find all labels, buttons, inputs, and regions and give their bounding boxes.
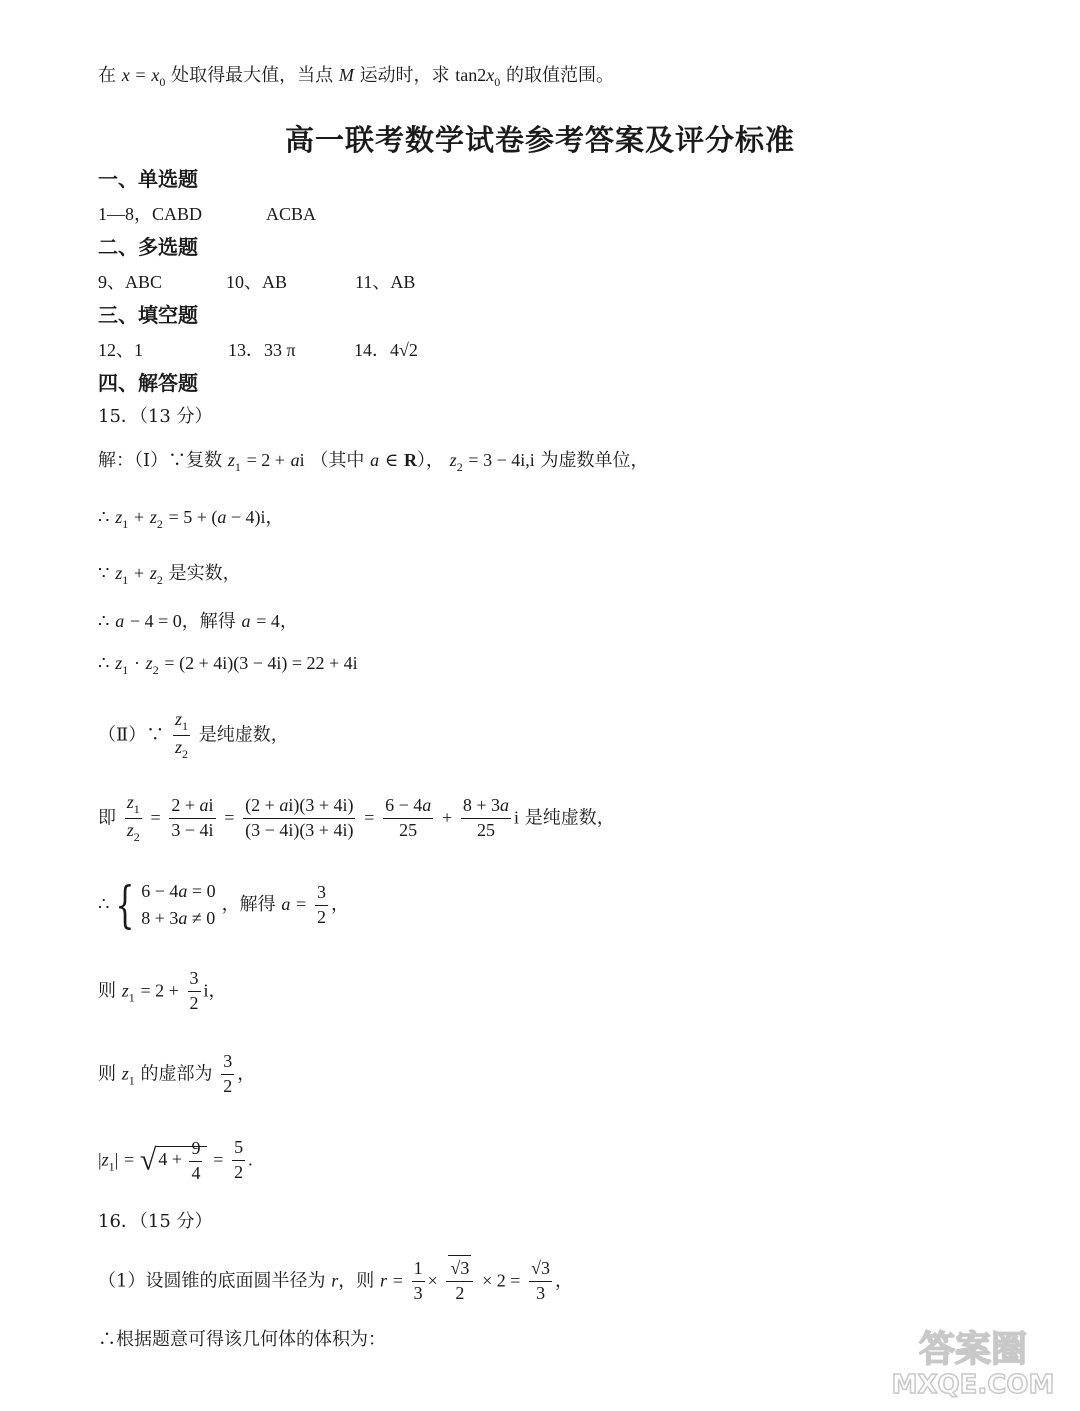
q16-line-1: （1）设圆锥的底面圆半径为 r，则 r = $\frac{1}{3}$ × $\frac{√3}{2}$ × 2 = $\frac{√3}{3}$ ，: [98, 1259, 573, 1304]
watermark-logo: [888, 1323, 1058, 1399]
watermark-bottom-text: MXQE.COM: [891, 1370, 1055, 1399]
section-multi-choice: 二、多选题: [98, 235, 198, 259]
continuation-line: 在 $x = x_0$ 处取得最大值，当点 M 运动时，求 $\tan 2x_0$ 的取值范围。: [98, 65, 615, 89]
q15-part2-line: （Ⅱ）∵ $\frac{z_1}{z_2}$ 是纯虚数，: [98, 709, 289, 762]
q15-line-3: ∵ $z_1 + z_2$ 是实数，: [98, 563, 241, 587]
section-solutions: 四、解答题: [98, 371, 198, 395]
q15-line-11: $|z_1|$ = √ 4 + $\frac{9}{4}$ = $\frac{5}{2}$ .: [98, 1137, 253, 1183]
watermark-top-text: 答案圈: [918, 1329, 1028, 1370]
multi-choice-answers: 9、ABC 10、AB 11、AB: [98, 272, 416, 292]
page-title: 高一联考数学试卷参考答案及评分标准: [284, 123, 795, 157]
q15-line-5: ∴ $z_1 \cdot z_2 = (2 + 4i)(3 - 4i) = 22 + 4i$: [98, 653, 358, 677]
q15-line-10: 则 $z_1$ 的虚部为 $\frac{3}{2}$ ，: [98, 1051, 256, 1096]
fill-blank-answers: 12、1 13．33 π 14．4√2: [98, 340, 418, 360]
q15-header: 15．（13 分）: [98, 406, 213, 427]
q15-line-9: 则 $z_1 = 2$ + $\frac{3}{2}$ i，: [98, 968, 227, 1013]
section-fill-blank: 三、填空题: [98, 303, 198, 327]
q15-line-7: 即 $\frac{z_1}{z_2}$ = $\frac{2 + ai}{3 - 4i}$ = $\frac{(2 + ai)(3 + 4i)}{(3 - 4i)(3 + 4i)}$ = $\frac{6 - 4a}{25}$ + $\frac{8 + 3a}{25}$ i 是纯虚数，: [98, 792, 615, 845]
single-choice-answers: 1—8，CABD ACBA: [98, 204, 317, 224]
q16-line-2: ∴根据题意可得该几何体的体积为：: [98, 1329, 386, 1350]
q15-line-1: 解：（Ⅰ）∵复数 $z_1 = 2$ + ai （其中 a ∈ R）， $z_2 = 3 - 4i,i$ 为虚数单位，: [98, 450, 649, 474]
q15-line-4: ∴ a − 4 = 0，解得 a = 4，: [98, 611, 298, 632]
q15-line-8: ∴ { 6 − 4a = 0 8 + 3a ≠ 0 ，解得 a = $\frac{3}{2}$ ，: [98, 876, 349, 934]
q15-line-2: ∴ $z_1 + z_2 = 5 + (a - 4)i$，: [98, 507, 284, 531]
section-single-choice: 一、单选题: [98, 167, 198, 191]
q16-header: 16．（15 分）: [98, 1211, 213, 1232]
